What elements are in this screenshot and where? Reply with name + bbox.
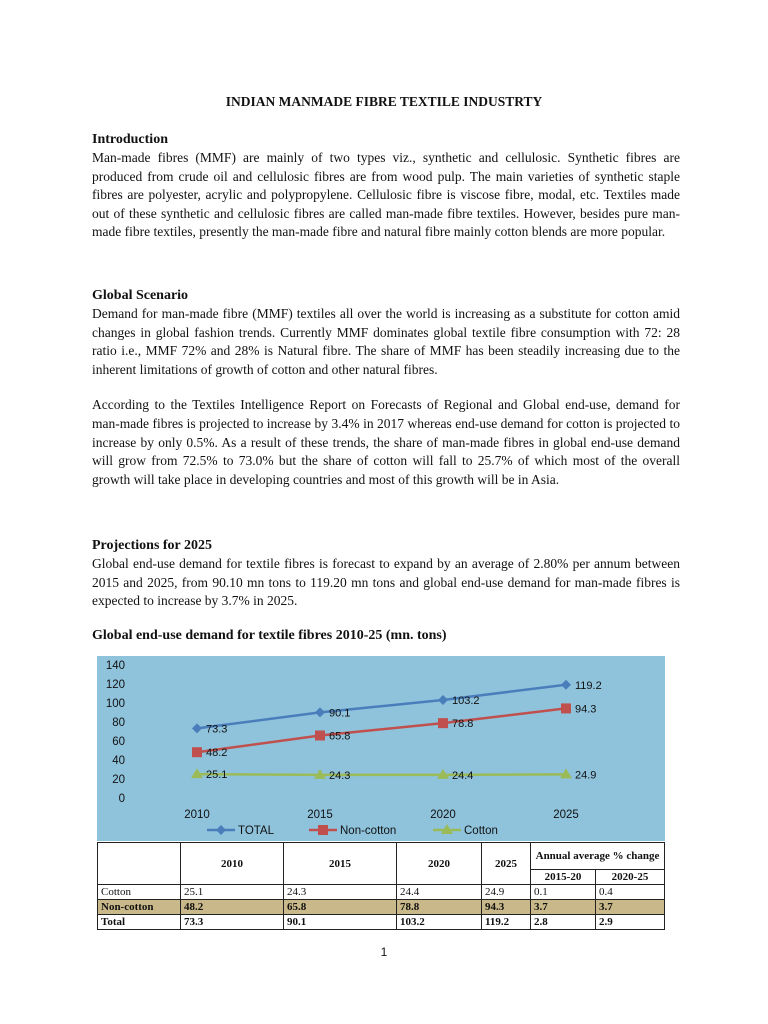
table-row: [98, 915, 665, 930]
data-label: 78.8: [452, 718, 474, 731]
legend-label: Cotton: [464, 825, 498, 837]
y-tick-label: 100: [105, 698, 125, 710]
legend-label: Non-cotton: [340, 825, 397, 837]
data-point: [561, 703, 571, 713]
table-cell: 2.9: [596, 915, 665, 930]
table-cell: 65.8: [284, 900, 397, 915]
table-cell: 94.3: [482, 900, 531, 915]
global-scenario-section: [92, 286, 680, 489]
data-point: [216, 825, 226, 835]
series-line: [197, 774, 566, 775]
data-label: 103.2: [452, 694, 480, 707]
table-cell: 73.3: [181, 915, 284, 930]
y-tick-label: 20: [112, 774, 125, 786]
table-cell: 119.2: [482, 915, 531, 930]
table-cell: 24.3: [284, 885, 397, 900]
chart-heading: Global end-use demand for textile fibres 2010-25 (mn. tons): [92, 628, 447, 643]
table-cell: 25.1: [181, 885, 284, 900]
data-point: [561, 680, 571, 690]
table-cell: 3.7: [596, 900, 665, 915]
introduction-section: [92, 130, 680, 242]
projections-paragraph: Global end-use demand for textile fibres is forecast to expand by an average of 2.80% per annum between 2015 and 2025, from 90.10 mn tons to 119.20 mn tons and global end-use demand for man-made fibres is expected to increase by 3.7% in 2025.: [92, 556, 680, 609]
y-tick-label: 0: [118, 793, 125, 805]
global-scenario-heading: Global Scenario: [92, 288, 189, 303]
y-tick-label: 140: [105, 660, 125, 672]
data-label: 73.3: [206, 723, 228, 736]
table-cell: 48.2: [181, 900, 284, 915]
introduction-heading: Introduction: [92, 132, 168, 147]
table-header-2025: 2025: [482, 843, 531, 885]
x-tick-label: 2015: [307, 809, 333, 821]
table-header-2015: 2015: [284, 843, 397, 885]
table-subheader-2015-20: 2015-20: [531, 870, 596, 885]
demand-chart: [97, 656, 665, 841]
table-header-2020: 2020: [397, 843, 482, 885]
table-header-2010: 2010: [181, 843, 284, 885]
data-point: [192, 723, 202, 733]
data-label: 119.2: [575, 679, 602, 692]
table-cell: 103.2: [397, 915, 482, 930]
data-label: 94.3: [575, 703, 597, 716]
table-cell: 24.4: [397, 885, 482, 900]
data-label: 90.1: [329, 707, 351, 720]
table-header-change: Annual average % change: [531, 843, 665, 870]
table-cell: 24.9: [482, 885, 531, 900]
page-number: 1: [380, 945, 388, 959]
y-tick-label: 60: [112, 736, 125, 748]
legend-label: TOTAL: [238, 825, 274, 837]
x-tick-label: 2025: [553, 809, 579, 821]
data-point: [438, 695, 448, 705]
data-point: [315, 707, 325, 717]
table-subheader-2020-25: 2020-25: [596, 870, 665, 885]
data-label: 65.8: [329, 730, 351, 743]
table-cell: Cotton: [98, 885, 181, 900]
document-title: INDIAN MANMADE FIBRE TEXTILE INDUSTRTY: [225, 94, 543, 109]
data-point: [315, 730, 325, 740]
chart-svg: [97, 656, 665, 841]
table-cell: 3.7: [531, 900, 596, 915]
table-cell: Non-cotton: [98, 900, 181, 915]
table-row: [98, 885, 665, 900]
data-label: 24.9: [575, 769, 597, 782]
table-header-row: [98, 843, 665, 870]
table-row: [98, 900, 665, 915]
table-cell: 0.4: [596, 885, 665, 900]
data-label: 24.4: [452, 769, 474, 782]
global-scenario-paragraph-1: Demand for man-made fibre (MMF) textiles all over the world is increasing as a substitute for cotton amid changes in global fashion trends. Currently MMF dominates global textile fibre consumption with 72: 28 ratio i.e., MMF 72% and 28% is Natural fibre. The share of MMF has been steadily increasing due to the inherent limitations of growth of cotton and other natural fibres.: [92, 306, 680, 377]
data-label: 48.2: [206, 747, 228, 760]
table-cell: 2.8: [531, 915, 596, 930]
y-tick-label: 120: [105, 679, 125, 691]
y-tick-label: 80: [112, 717, 125, 729]
projections-section: [92, 536, 680, 611]
data-label: 24.3: [329, 769, 351, 782]
table-header-blank: [98, 843, 181, 885]
x-tick-label: 2020: [430, 809, 456, 821]
introduction-paragraph: Man-made fibres (MMF) are mainly of two types viz., synthetic and cellulosic. Synthetic fibres are produced from crude oil and cellulosic fibres are from wood pulp. The main varieties of synthetic staple fibres are polyester, acrylic and polypropylene. Cellulosic fibre is viscose fibre, modal, etc. Textiles made out of these synthetic and cellulosic fibres are called man-made fibre textiles. However, besides pure man-made fibre textiles, presently the man-made fibre and natural fibre mainly cotton blends are more popular.: [92, 150, 680, 240]
demand-table: [97, 842, 665, 930]
x-tick-label: 2010: [184, 809, 210, 821]
table-cell: Total: [98, 915, 181, 930]
data-point: [438, 718, 448, 728]
series-line: [197, 708, 566, 752]
global-scenario-paragraph-2: According to the Textiles Intelligence Report on Forecasts of Regional and Global end-use, demand for man-made fibres is projected to increase by 3.4% in 2017 whereas end-use demand for cotton is projected to increase by only 0.5%. As a result of these trends, the share of man-made fibres in global end-use demand will grow from 72.5% to 73.0% but the share of cotton will fall to 25.7% of which most of the overall growth will take place in developing countries and most of this growth will be in Asia.: [92, 397, 680, 487]
y-tick-label: 40: [112, 755, 125, 767]
data-point: [318, 825, 328, 835]
series-line: [197, 685, 566, 729]
projections-heading: Projections for 2025: [92, 538, 213, 553]
table-cell: 78.8: [397, 900, 482, 915]
data-label: 25.1: [206, 769, 228, 782]
table-cell: 90.1: [284, 915, 397, 930]
table-cell: 0.1: [531, 885, 596, 900]
data-point: [192, 747, 202, 757]
